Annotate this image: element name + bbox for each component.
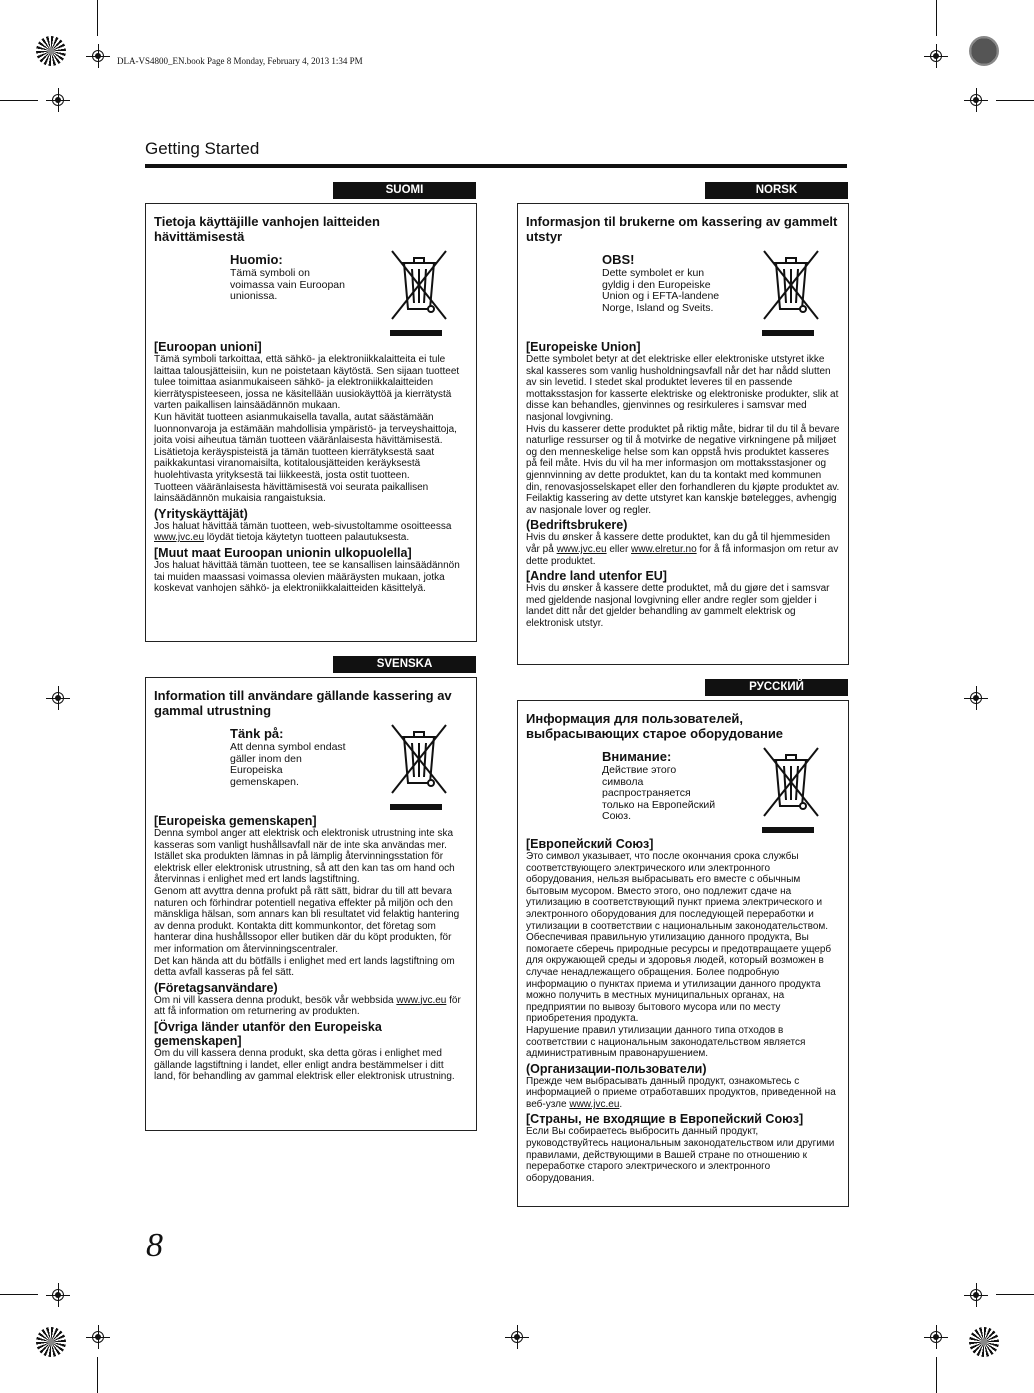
crop-mark xyxy=(97,0,98,36)
elretur-link[interactable]: www.elretur.no xyxy=(631,543,697,555)
print-starburst-mark xyxy=(36,36,66,66)
print-starburst-mark xyxy=(969,1327,999,1357)
paragraph: Om du vill kassera denna produkt, ska detta göras i enlighet med gällande lagstiftning i landet, eller enligt andra bestämmelser i ditt land, för behandling av gammal elektrisk eller elektronisk utrustning. xyxy=(154,1047,455,1083)
notice-text: Dette symbolet er kun gyldig i den Europeiske Union og i EFTA-landene Norge, Island og Sveits. xyxy=(602,267,720,314)
paragraph: Hvis du ønsker å kassere dette produktet, må du gjøre det i samsvar med gjeldende nasjonal lovgivning eller andre regler som gjelder i landet ditt når det gjelder behandling av gammelt elektrisk og elektronisk utstyr. xyxy=(526,583,830,629)
solid-bar-marker xyxy=(390,330,442,336)
registration-mark xyxy=(86,1325,110,1349)
text: Прежде чем выбрасывать данный продукт, ознакомьтесь с информацией о приеме отработавших продуктов, приведенной на веб-узле xyxy=(526,1075,836,1110)
paragraph: Dette symbolet betyr at det elektriske eller elektroniske utstyret ikke skal kasseres som vanlig husholdningsavfall når det har nådd slutten av sin levetid. I stedet skal produktet leveres til en passende mottaksstasjon for kasserte elektriske og elektroniske produkter, slik at disse kan behandles, gjenvinnes og resirkuleres i samsvar med nasjonal lovgivning. xyxy=(526,354,839,423)
registration-mark xyxy=(924,44,948,68)
paragraph: Kun hävität tuotteen asianmukaisella tavalla, autat säästämään luonnonvaroja ja estämään mahdollisia ympäristö- ja terveyshaittoja, joita voisi aiheutua tämän tuotteen vääränlaisesta hävittämisestä. Lisätietoja keräyspisteistä ja tämän tuotteen kierrätyksestä saat paikkakuntasi viranomaisilta, kotitalousjätteiden keräyksestä huolehtivasta yrityksestä tai liikkeestä, josta ostit tuotteen. xyxy=(154,411,457,481)
heading-other: [Andre land utenfor EU] xyxy=(526,569,667,584)
text: Om ni vill kassera denna produkt, besök vår webbsida xyxy=(154,994,397,1006)
tab-svenska: SVENSKA xyxy=(333,656,476,673)
registration-mark xyxy=(964,1283,988,1307)
registration-mark xyxy=(46,686,70,710)
registration-mark xyxy=(46,1283,70,1307)
paragraph: Det kan hända att du bötfälls i enlighet med ert lands lagstiftning om detta avfall kasseras på fel sätt. xyxy=(154,955,455,979)
text: Jos haluat hävittää tämän tuotteen, web-sivustoltamme osoitteessa xyxy=(154,520,452,532)
notice-title: Huomio: xyxy=(230,252,283,267)
crossed-bin-icon xyxy=(762,746,820,818)
page-number: 8 xyxy=(146,1227,163,1264)
paragraph: Hvis du kasserer dette produktet på riktig måte, bidrar til du til å bevare naturlige ressurser og til å motvirke de negative virkningene på miljøet og den menneskelige helse som kan oppstå hvis produktet kasseres på feil måte. Hvis du vil ha mer informasjon om mottaksstasjoner og gjennvinning av dette produktet, kan du ta kontakt med kommunen din, renovasjosselskapet eller den forhandleren du kjøpte produktet av. xyxy=(526,423,840,493)
paragraph: Tuotteen vääränlaisesta hävittämisestä voi seurata paikallisen lainsäädännön mukaisia rangaistuksia. xyxy=(154,481,429,505)
text: . xyxy=(619,1098,623,1110)
notice-title: OBS! xyxy=(602,252,635,267)
heading-business: (Företagsanvändare) xyxy=(154,980,278,995)
box-title: Информация для пользователей, выбрасывающих старое оборудование xyxy=(526,711,784,741)
notice-text: Действие этого символа распространяется только на Европейский Союз. xyxy=(602,764,716,823)
heading-other: [Страны, не входящие в Европейский Союз] xyxy=(526,1112,804,1127)
crop-mark xyxy=(936,0,937,36)
box-title: Information till användare gällande kassering av gammal utrustning xyxy=(154,688,452,718)
paragraph: Это символ указывает, что после окончания срока службы соответствующего электрического или электронного оборудования, нельзя выбрасывать его вместе с обычным бытовым мусором. Вместо этого, оно подлежит сдаче на утилизацию в соответствующий пункт приема электрического и электронного оборудования для последующей переработки и утилизации в соответствии с национальным законодательством. xyxy=(526,851,829,932)
registration-mark xyxy=(86,44,110,68)
crossed-bin-icon xyxy=(390,723,448,795)
paragraph xyxy=(154,995,468,1018)
notice-text: Att denna symbol endast gäller inom den Europeiska gemenskapen. xyxy=(230,741,346,788)
paragraph: Tämä symboli tarkoittaa, että sähkö- ja elektroniikkalaitteita ei tule laittaa talousjätteisiin, kun ne poistetaan käytöstä. Sen sijaan tuotteet tulee toimittaa asianmukaiseen sähkö- ja elektroniikkalaitteiden kierrätyspisteeseen, jossa ne käsitellään uusiokäyttöä ja kierrätystä varten paikallisen lainsäädännön mukaan. xyxy=(154,354,460,412)
paragraph: Jos haluat hävittää tämän tuotteen, tee se kansallisen lainsäädännön tai muiden maassasi voimassa olevien määräysten mukaan, jotka koskevat vanhojen sähkö- ja elektroniikkalaitteiden käsittelyä. xyxy=(154,559,460,595)
heading-eu: [Европейский Союз] xyxy=(526,837,654,851)
crop-mark xyxy=(936,1357,937,1393)
box-title: Tietoja käyttäjille vanhojen laitteiden hävittämisestä xyxy=(154,214,380,244)
weee-notice xyxy=(526,250,840,338)
crop-mark xyxy=(996,1294,1034,1295)
registration-mark xyxy=(964,686,988,710)
heading-eu: [Euroopan unioni] xyxy=(154,340,262,354)
jvc-link[interactable]: www.jvc.eu xyxy=(556,543,607,555)
crop-mark xyxy=(97,1357,98,1393)
paragraph xyxy=(526,1076,840,1111)
crop-mark xyxy=(996,100,1034,101)
heading-eu: [Europeiske Union] xyxy=(526,340,641,354)
registration-mark xyxy=(46,88,70,112)
registration-mark xyxy=(964,88,988,112)
tab-norsk: NORSK xyxy=(705,182,848,199)
crop-mark xyxy=(0,100,38,101)
tab-russian: РУССКИЙ xyxy=(705,679,848,696)
notice-box-svenska xyxy=(145,677,477,1131)
heading-business: (Организации-пользователи) xyxy=(526,1061,707,1076)
text: Hvis du ønsker å kassere dette produktet, kan du gå til hjemmesiden vår på xyxy=(526,532,831,555)
paragraph xyxy=(154,521,468,544)
paragraph: Нарушение правил утилизации данного типа отходов в соответствии с национальным законодательством является административным правонарушением. xyxy=(526,1024,806,1060)
heading-business: (Yrityskäyttäjät) xyxy=(154,506,248,521)
text: löydät tietoja käytetyn tuotteen palautuksesta. xyxy=(204,532,410,544)
crop-mark xyxy=(0,1294,38,1295)
registration-mark xyxy=(924,1325,948,1349)
solid-bar-marker xyxy=(762,330,814,336)
jvc-link[interactable]: www.jvc.eu xyxy=(396,994,447,1006)
jvc-link[interactable]: www.jvc.eu xyxy=(569,1098,620,1110)
text: eller xyxy=(606,543,632,555)
crossed-bin-icon xyxy=(762,249,820,321)
notice-text: Tämä symboli on voimassa vain Euroopan unionissa. xyxy=(230,267,345,303)
notice-box-norsk xyxy=(517,203,849,665)
paragraph: Если Вы собираетесь выбросить данный продукт, руководствуйтесь национальным законодательством или другими правилами, действующими в Вашей стране по отношению к переработке старого электрического и электронного оборудования. xyxy=(526,1126,835,1184)
solid-bar-marker xyxy=(762,827,814,833)
notice-title: Tänk på: xyxy=(230,726,284,741)
paragraph: Обеспечивая правильную утилизацию данного продукта, Вы помогаете сберечь природные ресурсы и предотвращаете ущерб для окружающей среды и здоровья людей, который возможен в случае ненадлежащего обращения. Более подробную информацию о пунктах приема и утилизации данного продукта можно получить в местных муниципальных органах, на предприятии по вывозу бытового мусора или по месту приобретения продукта. xyxy=(526,932,832,1025)
notice-box-russian xyxy=(517,700,849,1207)
registration-mark xyxy=(505,1325,529,1349)
notice-title: Внимание: xyxy=(602,749,672,764)
paragraph: Genom att avyttra denna profukt på rätt sätt, bidrar du till att bevara naturen och förhindrar potentiell negativa effekter på miljön och den mänskliga hälsan, som annars kan bli resultatet vid felaktig hantering av denna produkt. Kontakta ditt kommunkontor, det företag som hanterar dina hushållssopor eller butiken där du köpt produkten, för mer information om återvinningscentraler. xyxy=(154,885,460,955)
section-title: Getting Started xyxy=(145,139,260,158)
weee-notice xyxy=(154,724,468,812)
heading-other: [Muut maat Euroopan unionin ulkopuolella] xyxy=(154,545,412,560)
heading-business: (Bedriftsbrukere) xyxy=(526,518,628,533)
box-title: Informasjon til brukerne om kassering av gammelt utstyr xyxy=(526,214,838,244)
solid-bar-marker xyxy=(390,804,442,810)
weee-notice xyxy=(526,747,840,835)
heading-other: [Övriga länder utanför den Europeiska gemenskapen] xyxy=(154,1019,382,1048)
print-header-line: DLA-VS4800_EN.book Page 8 Monday, February 4, 2013 1:34 PM xyxy=(117,56,363,66)
paragraph xyxy=(526,532,840,567)
crossed-bin-icon xyxy=(390,249,448,321)
text: for å få informasjon om retur av dette produktet. xyxy=(526,543,839,567)
paragraph: Feilaktig kassering av dette utstyret kan kanskje bøtelegges, avhengig av nasjonale lover og regler. xyxy=(526,493,837,516)
print-starburst-mark xyxy=(969,36,999,66)
notice-box-suomi xyxy=(145,203,477,642)
print-starburst-mark xyxy=(36,1327,66,1357)
weee-notice xyxy=(154,250,468,338)
jvc-link[interactable]: www.jvc.eu xyxy=(154,532,205,544)
tab-suomi: SUOMI xyxy=(333,182,476,199)
heading-eu: [Europeiska gemenskapen] xyxy=(154,814,317,828)
header-rule xyxy=(145,164,847,168)
paragraph: Denna symbol anger att elektrisk och elektronisk utrustning inte ska kasseras som vanligt hushållsavfall när de inte ska användas mer. Istället ska produkten lämnas in på lämplig återvinningsstation för elektrisk eller elektronisk utrustning, så att den kan tas om hand och återvinnas i enlighet med ert lands lagstiftning. xyxy=(154,828,455,886)
text: för att få information om returnering av produkten. xyxy=(154,994,461,1018)
